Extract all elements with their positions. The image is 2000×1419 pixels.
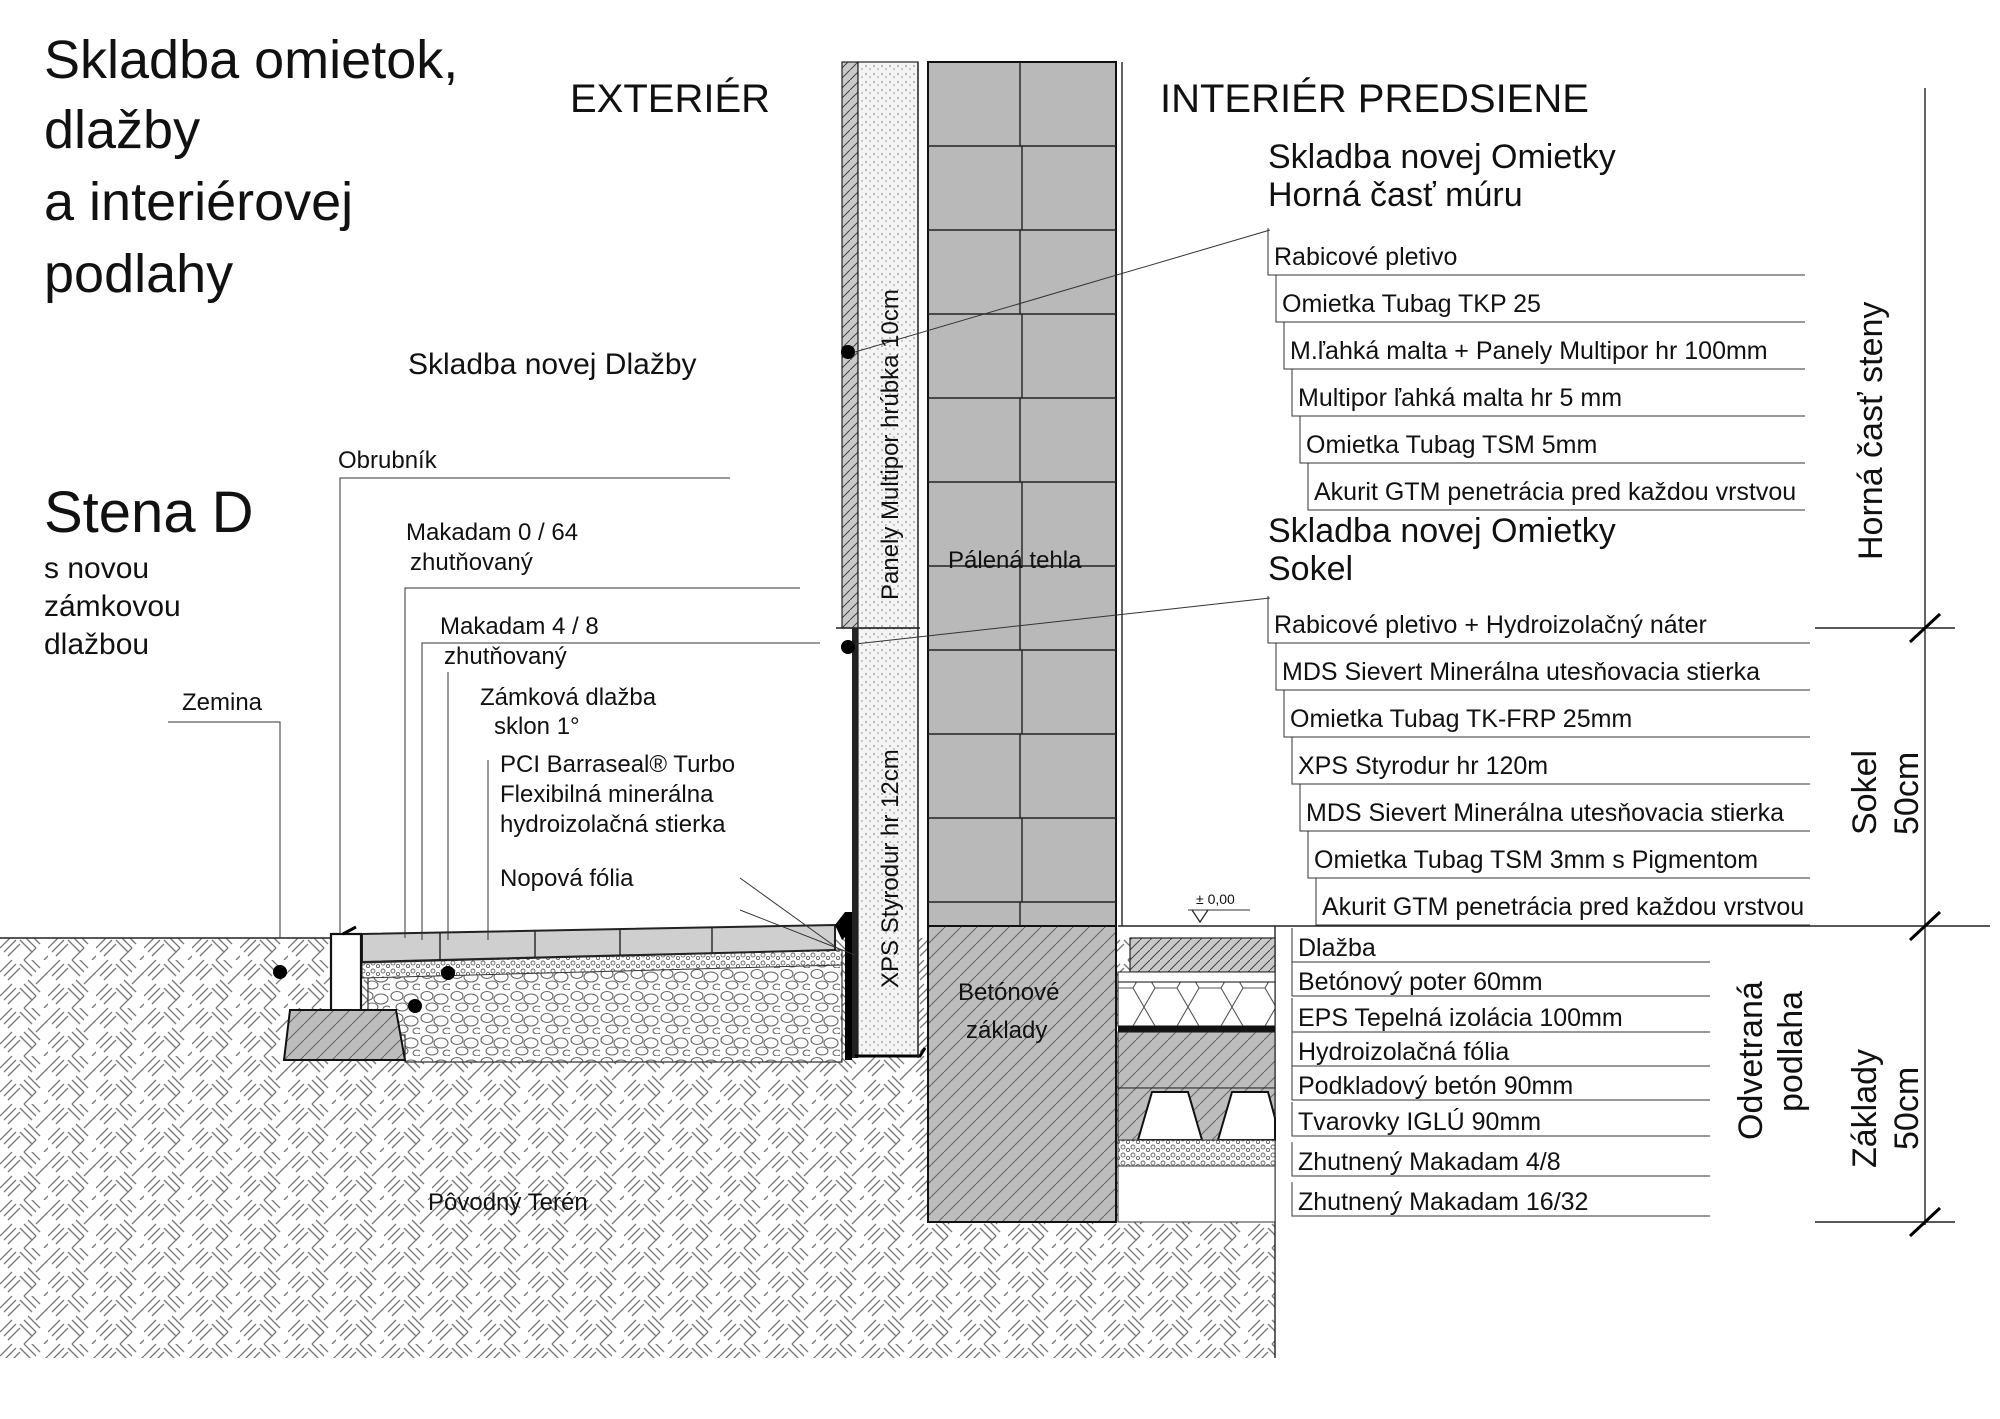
title-line-2: dlažby <box>44 100 201 160</box>
label-makadam-48-compacted: zhutňovaný <box>444 643 567 670</box>
label-makadam-48: Makadam 4 / 8 <box>440 613 599 640</box>
floor-tile <box>1130 938 1275 972</box>
exterior-label: EXTERIÉR <box>570 77 771 121</box>
title-block <box>44 30 458 304</box>
upper-plaster-item: Omietka Tubag TKP 25 <box>1282 290 1541 318</box>
floor-item: Zhutnený Makadam 16/32 <box>1298 1188 1589 1216</box>
upper-heading-2: Horná časť múru <box>1268 176 1523 214</box>
dim-floor-1: Odvetraná <box>1732 981 1770 1140</box>
floor-subconcrete <box>1118 1032 1275 1088</box>
upper-heading-1: Skladba novej Omietky <box>1268 138 1616 176</box>
plaster-outer <box>842 62 858 628</box>
upper-plaster-item: Rabicové pletivo <box>1274 243 1458 271</box>
plinth-heading-2: Sokel <box>1268 550 1354 588</box>
wall-name: Stena D <box>44 480 254 545</box>
label-nopova: Nopová fólia <box>500 865 634 892</box>
floor-layer-list <box>1298 934 1623 1216</box>
level-mark: ± 0,00 <box>1196 891 1235 907</box>
label-makadam-064-compacted: zhutňovaný <box>410 549 533 576</box>
floor-item: Podkladový betón 90mm <box>1298 1072 1574 1100</box>
plinth-plaster-item: MDS Sievert Minerálna utesňovacia stierka <box>1306 799 1784 827</box>
label-curb: Obrubník <box>338 447 437 474</box>
wall-sub-2: zámkovou <box>44 590 181 623</box>
dim-base-1: Základy <box>1846 1048 1884 1168</box>
floor-item: Betónový poter 60mm <box>1298 968 1543 996</box>
label-paving: Zámková dlažba <box>480 684 657 711</box>
dim-upper: Horná časť steny <box>1852 301 1890 560</box>
label-pci-1: PCI Barraseal® Turbo <box>500 751 736 778</box>
floor-gravel-coarse <box>1118 1166 1275 1222</box>
floor-membrane <box>1118 1026 1275 1032</box>
label-pci-3: hydroizolačná stierka <box>500 811 726 838</box>
plinth-heading-1: Skladba novej Omietky <box>1268 512 1616 550</box>
label-soil: Zemina <box>182 689 263 716</box>
dim-floor-2: podlaha <box>1772 990 1810 1112</box>
floor-item: EPS Tepelná izolácia 100mm <box>1298 1004 1623 1032</box>
wall-sub-3: dlažbou <box>44 628 150 661</box>
upper-plaster-list <box>1274 243 1796 506</box>
hydro-sealing <box>852 628 858 1058</box>
plinth-plaster-list <box>1274 611 1804 921</box>
concrete-foundation <box>928 926 1116 1222</box>
paving-heading: Skladba novej Dlažby <box>408 348 697 381</box>
plinth-plaster-item: MDS Sievert Minerálna utesňovacia stierka <box>1282 658 1760 686</box>
floor-item: Dlažba <box>1298 934 1376 962</box>
label-brick: Pálená tehla <box>948 547 1082 574</box>
floor-item: Zhutnený Makadam 4/8 <box>1298 1148 1561 1176</box>
curb-footing <box>284 1010 405 1060</box>
label-makadam-064: Makadam 0 / 64 <box>406 519 579 546</box>
label-pci-2: Flexibilná minerálna <box>500 781 714 808</box>
label-panels: Panely Multipor hrúbka 10cm <box>877 289 904 600</box>
upper-plaster-item: Multipor ľahká malta hr 5 mm <box>1298 384 1623 412</box>
upper-plaster-item: M.ľahká malta + Panely Multipor hr 100mm <box>1290 337 1768 365</box>
floor-eps <box>1118 982 1275 1026</box>
label-slope: sklon 1° <box>494 713 580 740</box>
dim-plinth-1: Sokel <box>1846 749 1884 835</box>
dim-plinth-2: 50cm <box>1888 751 1926 835</box>
upper-plaster-item: Akurit GTM penetrácia pred každou vrstvou <box>1314 478 1797 506</box>
title-line-3: a interiérovej <box>44 172 354 232</box>
label-foundation-2: základy <box>966 1017 1048 1044</box>
wall-sub-1: s novou <box>44 552 150 585</box>
interior-label: INTERIÉR PREDSIENE <box>1160 77 1589 121</box>
floor-item: Tvarovky IGLÚ 90mm <box>1298 1108 1542 1136</box>
dim-base-2: 50cm <box>1888 1066 1926 1150</box>
upper-plaster-item: Omietka Tubag TSM 5mm <box>1306 431 1598 459</box>
label-terrain: Pôvodný Terén <box>428 1189 588 1216</box>
plinth-plaster-item: Akurit GTM penetrácia pred každou vrstvou <box>1322 893 1805 921</box>
label-foundation-1: Betónové <box>958 979 1060 1006</box>
plinth-plaster-item: XPS Styrodur hr 120m <box>1298 752 1549 780</box>
floor-item: Hydroizolačná fólia <box>1298 1038 1510 1066</box>
plinth-plaster-item: Omietka Tubag TK-FRP 25mm <box>1290 705 1633 733</box>
title-line-1: Skladba omietok, <box>44 30 459 90</box>
label-xps: XPS Styrodur hr 12cm <box>877 749 904 988</box>
plinth-plaster-item: Rabicové pletivo + Hydroizolačný náter <box>1274 611 1707 639</box>
plinth-plaster-item: Omietka Tubag TSM 3mm s Pigmentom <box>1314 846 1759 874</box>
floor-gravel-fine <box>1118 1140 1275 1166</box>
floor-screed <box>1118 972 1275 982</box>
title-line-4: podlahy <box>44 244 234 304</box>
